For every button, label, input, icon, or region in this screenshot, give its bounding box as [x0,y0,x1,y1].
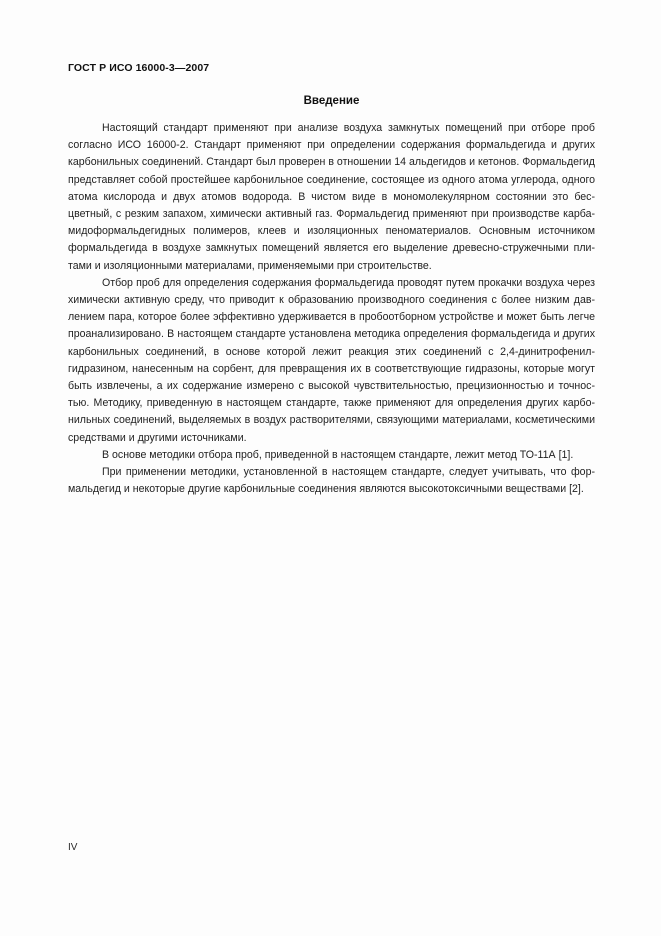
paragraph: Отбор проб для определения содержания формальдегида проводят путем прокачки воздуха через химически активную среду, что приводит к образованию производного соединения с более низким давлением пара, которое более эффективно удерживается в пробоотборном устройстве и может быть легче проанализировано. В настоящем стандарте установлена методика определения формальдегида и других карбонильных соединений, в основе которой лежит реакция этих соединений с 2,4-динитрофенилгидразином, нанесенным на сорбент, для превращения их в соответствующие гидразоны, которые могут быть извлечены, а их содержание измерено с высокой чувствительностью, прецизионностью и точностью. Методику, приведенную в настоящем стандарте, также применяют для определения других карбонильных соединений, выделяемых в воздух растворителями, связующими материалами, косметическими средствами и другими источниками. [68,276,595,444]
running-head-standard-number: ГОСТ Р ИСО 16000-3—2007 [68,62,210,74]
paragraph: При применении методики, установленной в настоящем стандарте, следует учитывать, что формальдегид и некоторые другие карбонильные соединения являются высокотоксичными веществами [2]. [68,466,595,496]
body-text-block [68,120,595,498]
page-number: IV [68,842,78,853]
paragraph: В основе методики отбора проб, приведенной в настоящем стандарте, лежит метод ТО-11А [1]. [102,448,574,461]
paragraph: Настоящий стандарт применяют при анализе воздуха замкнутых помещений при отборе проб согласно ИСО 16000-2. Стандарт применяют при определении содержания формальдегида и других карбонильных соединений. Стандарт был проверен в отношении 14 альдегидов и кетонов. Формальдегид представляет собой простейшее карбонильное соединение, состоящее из одного атома углерода, одного атома кислорода и двух атомов водорода. В чистом виде в мономолекулярном состоянии это бесцветный, с резким запахом, химически активный газ. Формальдегид применяют при производстве карбамидоформальдегидных полимеров, клеев и изоляционных пеноматериалов. Основным источником формальдегида в воздухе замкнутых помещений является его выделение древесно-стружечными плитами и изоляционными материалами, применяемыми при строительстве. [68,122,595,272]
page-title: Введение [303,95,360,107]
